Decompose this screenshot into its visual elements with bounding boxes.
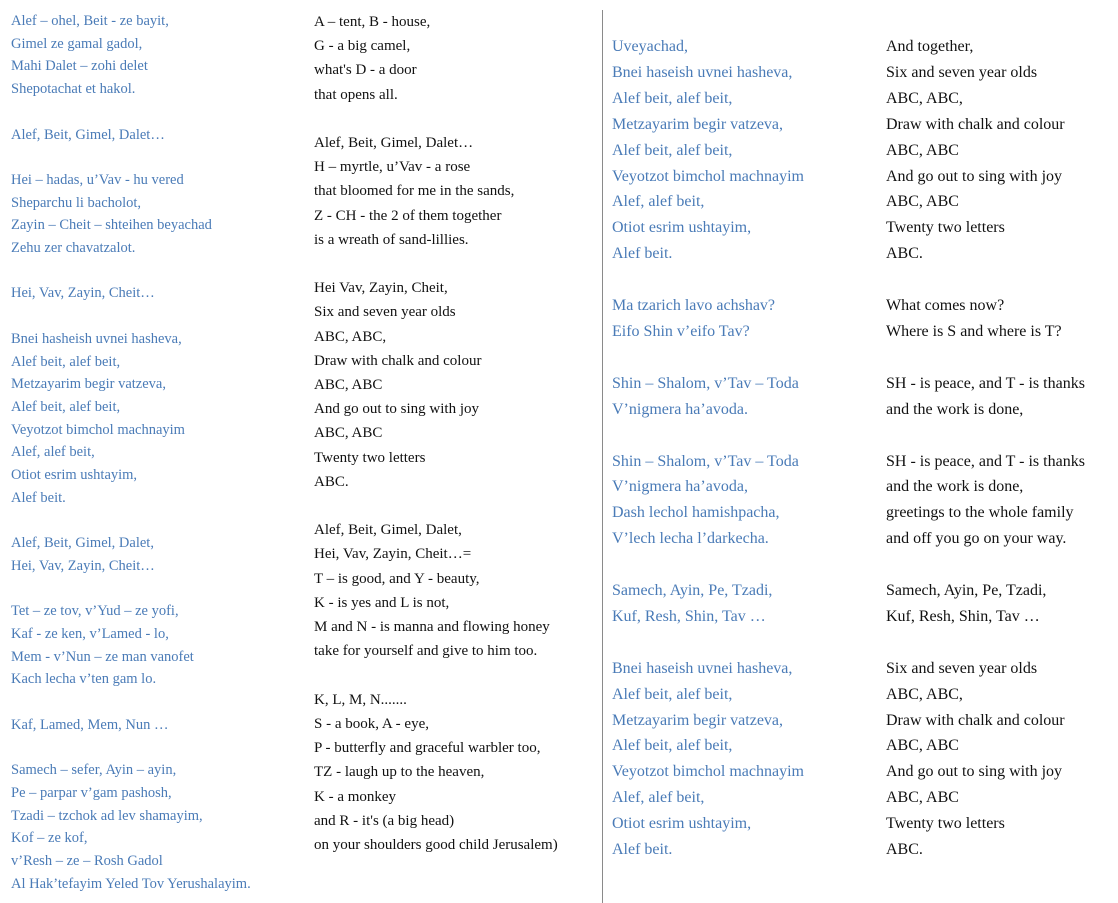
lyric-line: Otiot esrim ushtayim, (11, 467, 138, 484)
lyric-line: Alef beit, alef beit, (612, 141, 733, 159)
lyric-line: ABC. (314, 473, 349, 490)
lyric-line: Bnei haseish uvnei hasheva, (612, 659, 793, 677)
lyric-line: ABC, ABC (886, 737, 959, 755)
lyric-line (612, 552, 804, 578)
lyric-line: Hei, Vav, Zayin, Cheit… (11, 557, 155, 574)
lyric-line: Alef, Beit, Gimel, Dalet… (314, 135, 474, 152)
lyric-line: And go out to sing with joy (314, 401, 480, 418)
lyric-line: Alef beit. (11, 489, 66, 506)
lyric-line: v’Resh – ze – Rosh Gadol (11, 853, 163, 870)
lyric-line: ABC, ABC (886, 789, 959, 807)
lyric-line (11, 305, 251, 328)
lyric-line: SH - is peace, and T - is thanks (886, 452, 1085, 470)
lyric-line: K, L, M, N....... (314, 691, 407, 708)
lyric-line: on your shoulders good child Jerusalem) (314, 836, 558, 853)
lyric-line: What comes now? (886, 297, 1005, 315)
lyric-line: Zehu zer chavatzalot. (11, 240, 136, 257)
lyric-line: Alef – ohel, Beit - ze bayit, (11, 13, 169, 29)
lyric-line: Sheparchu li bacholot, (11, 194, 142, 211)
column-divider (602, 10, 603, 903)
lyric-line: is a wreath of sand-lillies. (314, 231, 469, 248)
lyric-line: ABC. (886, 841, 923, 859)
lyric-line: Gimel ze gamal gadol, (11, 35, 143, 52)
lyric-line: And go out to sing with joy (886, 763, 1063, 781)
english-translation-column-right (886, 34, 1085, 863)
lyric-line (612, 630, 804, 656)
lyric-line: H – myrtle, u’Vav - a rose (314, 159, 471, 176)
lyric-line: Otiot esrim ushtayim, (612, 815, 752, 833)
lyric-line: Six and seven year olds (314, 304, 456, 321)
lyric-line: M and N - is manna and flowing honey (314, 619, 550, 636)
lyric-line: and off you go on your way. (886, 530, 1067, 548)
lyric-line (612, 345, 804, 371)
lyric-line (314, 252, 558, 276)
lyric-line (886, 552, 1085, 578)
lyric-line: Metzayarim begir vatzeva, (612, 115, 784, 133)
lyric-line: Alef beit, alef beit, (612, 685, 733, 703)
lyric-line: Dash lechol hamishpacha, (612, 504, 780, 522)
lyric-line: ABC, ABC, (886, 89, 963, 107)
lyric-line: ABC, ABC (886, 193, 959, 211)
lyric-line: and the work is done, (886, 478, 1024, 496)
lyric-line: V’lech lecha l’darkecha. (612, 530, 769, 548)
lyric-line: Alef, alef beit, (612, 789, 705, 807)
lyric-line: Samech, Ayin, Pe, Tzadi, (612, 582, 773, 600)
lyric-line: Shin – Shalom, v’Tav – Toda (612, 452, 799, 470)
lyric-line: Otiot esrim ushtayim, (612, 219, 752, 237)
lyric-line: And together, (886, 38, 974, 55)
lyric-line: Where is S and where is T? (886, 322, 1062, 340)
lyric-line: Kaf, Lamed, Mem, Nun … (11, 716, 169, 733)
lyric-line: Tzadi – tzchok ad lev shamayim, (11, 807, 203, 824)
lyric-line: Eifo Shin v’eifo Tav? (612, 322, 750, 340)
lyric-line: Twenty two letters (886, 219, 1005, 237)
lyric-line: Uveyachad, (612, 38, 688, 55)
lyric-line: Shin – Shalom, v’Tav – Toda (612, 374, 799, 392)
lyric-line: Alef beit. (612, 841, 673, 859)
lyric-line: Shepotachat et hakol. (11, 81, 136, 98)
lyric-line: take for yourself and give to him too. (314, 643, 538, 660)
lyric-line: Alef, alef beit, (612, 193, 705, 211)
lyric-line: Kuf, Resh, Shin, Tav … (886, 607, 1040, 625)
lyric-line: G - a big camel, (314, 38, 411, 55)
lyric-line: Hei – hadas, u’Vav - hu vered (11, 171, 184, 188)
lyric-line: Bnei haseish uvnei hasheva, (612, 63, 793, 81)
lyric-line (11, 737, 251, 760)
lyric-line: and R - it's (a big head) (314, 812, 455, 829)
lyric-line: S - a book, A - eye, (314, 715, 429, 732)
lyric-line: Twenty two letters (314, 449, 426, 466)
lyric-line: A – tent, B - house, (314, 14, 431, 30)
lyric-line: Veyotzot bimchol machnayim (612, 167, 804, 185)
lyric-line: that bloomed for me in the sands, (314, 183, 515, 200)
lyric-line: Alef, Beit, Gimel, Dalet, (314, 522, 462, 539)
lyric-line: Hei, Vav, Zayin, Cheit… (11, 285, 155, 302)
lyric-line: Zayin – Cheit – shteihen beyachad (11, 217, 212, 234)
lyric-line (11, 260, 251, 283)
lyric-line: TZ - laugh up to the heaven, (314, 764, 485, 781)
lyric-line (11, 146, 251, 169)
lyric-line: Six and seven year olds (886, 63, 1038, 81)
lyric-line: Kuf, Resh, Shin, Tav … (612, 607, 766, 625)
lyric-line (11, 509, 251, 532)
lyric-line: V’nigmera ha’avoda. (612, 400, 748, 418)
lyric-line (886, 345, 1085, 371)
hebrew-transliteration-column-left (11, 10, 251, 895)
lyric-line: Tet – ze tov, v’Yud – ze yofi, (11, 603, 179, 620)
lyric-line: Mahi Dalet – zohi delet (11, 58, 148, 75)
lyric-line (612, 267, 804, 293)
lyric-line: ABC, ABC (314, 425, 383, 442)
lyric-line: Hei, Vav, Zayin, Cheit…= (314, 546, 472, 563)
lyric-line: Bnei hasheish uvnei hasheva, (11, 330, 182, 347)
lyric-line (11, 691, 251, 714)
lyric-line (314, 494, 558, 518)
lyric-line: and the work is done, (886, 400, 1024, 418)
lyric-line: Al Hak’tefayim Yeled Tov Yerushalayim. (11, 875, 251, 892)
lyric-line: greetings to the whole family (886, 504, 1074, 522)
lyric-line: ABC, ABC (314, 377, 383, 394)
lyric-line: Samech – sefer, Ayin – ayin, (11, 762, 177, 779)
lyric-line: Alef beit, alef beit, (612, 89, 733, 107)
lyric-line: Alef, alef beit, (11, 444, 95, 461)
lyric-line: Metzayarim begir vatzeva, (612, 711, 784, 729)
lyric-line: Alef, Beit, Gimel, Dalet… (11, 126, 165, 143)
english-translation-column-left (314, 10, 558, 857)
lyric-line: Pe – parpar v’gam pashosh, (11, 784, 172, 801)
lyric-line: K - a monkey (314, 788, 397, 805)
lyric-line: Samech, Ayin, Pe, Tzadi, (886, 582, 1047, 600)
lyric-line: Alef beit. (612, 245, 673, 263)
hebrew-transliteration-column-right (612, 34, 804, 863)
lyric-line: Veyotzot bimchol machnayim (11, 421, 185, 438)
lyric-line: Twenty two letters (886, 815, 1005, 833)
lyric-line (11, 101, 251, 124)
lyric-line: Kof – ze kof, (11, 830, 88, 847)
lyric-line: Alef beit, alef beit, (11, 353, 121, 370)
lyric-line: Alef beit, alef beit, (11, 398, 121, 415)
lyric-line: Six and seven year olds (886, 659, 1038, 677)
lyric-line: what's D - a door (314, 62, 417, 79)
lyric-line: Metzayarim begir vatzeva, (11, 376, 166, 393)
lyric-line (612, 423, 804, 449)
lyric-line (314, 663, 558, 687)
lyric-line: And go out to sing with joy (886, 167, 1063, 185)
lyric-line: Mem - v’Nun – ze man vanofet (11, 648, 194, 665)
lyric-line: Kaf - ze ken, v’Lamed - lo, (11, 625, 169, 642)
lyric-line (886, 630, 1085, 656)
lyric-line: V’nigmera ha’avoda, (612, 478, 748, 496)
lyric-line: Draw with chalk and colour (314, 352, 482, 369)
lyric-line: Z - CH - the 2 of them together (314, 207, 502, 224)
lyric-line: SH - is peace, and T - is thanks (886, 374, 1085, 392)
lyric-line: Alef, Beit, Gimel, Dalet, (11, 535, 154, 552)
lyric-line: Hei Vav, Zayin, Cheit, (314, 280, 448, 297)
lyric-line: ABC. (886, 245, 923, 263)
lyric-line: P - butterfly and graceful warbler too, (314, 740, 541, 757)
lyric-line: ABC, ABC, (314, 328, 387, 345)
lyric-line: K - is yes and L is not, (314, 594, 450, 611)
lyric-line (886, 267, 1085, 293)
lyric-line: Veyotzot bimchol machnayim (612, 763, 804, 781)
lyric-line: Ma tzarich lavo achshav? (612, 297, 776, 315)
lyric-line: Alef beit, alef beit, (612, 737, 733, 755)
lyric-line (11, 578, 251, 601)
lyric-line: ABC, ABC (886, 141, 959, 159)
lyric-line: Draw with chalk and colour (886, 711, 1065, 729)
lyric-line: T – is good, and Y - beauty, (314, 570, 480, 587)
lyric-line (886, 423, 1085, 449)
lyric-line: that opens all. (314, 86, 398, 103)
lyric-line: Kach lecha v’ten gam lo. (11, 671, 157, 688)
lyric-line: ABC, ABC, (886, 685, 963, 703)
lyric-line: Draw with chalk and colour (886, 115, 1065, 133)
lyric-line (314, 107, 558, 131)
